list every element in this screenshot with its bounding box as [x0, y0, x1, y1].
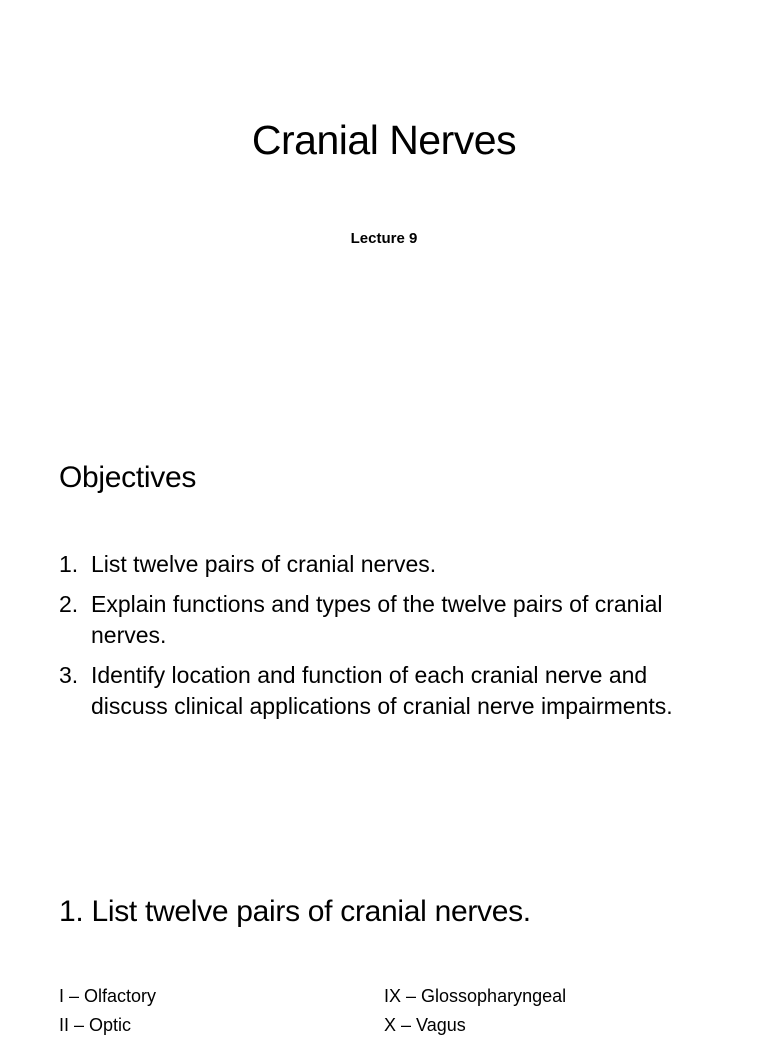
- objectives-list: [59, 549, 709, 731]
- nerve-list-right: [384, 982, 566, 1040]
- slide-title-heading: Cranial Nerves: [251, 117, 517, 163]
- nerve-list-heading: 1. List twelve pairs of cranial nerves.: [59, 895, 531, 928]
- slide-subtitle: Lecture 9: [350, 230, 418, 247]
- nerve-item: IX – Glossopharyngeal: [384, 986, 567, 1006]
- objective-item: [59, 589, 709, 651]
- nerve-item: II – Optic: [59, 1015, 132, 1035]
- nerve-item: I – Olfactory: [59, 986, 157, 1006]
- objective-text: Identify location and function of each cranial nerve and discuss clinical applications of cranial nerve impairments.: [91, 662, 673, 719]
- nerve-item: X – Vagus: [384, 1015, 466, 1035]
- objectives-heading: Objectives: [59, 461, 197, 494]
- objective-item: [59, 660, 709, 722]
- objective-number: 1.: [59, 551, 79, 577]
- slide-title: [0, 0, 768, 384]
- slide-nerve-list: [0, 816, 768, 1035]
- objective-text: List twelve pairs of cranial nerves.: [91, 551, 437, 577]
- objective-number: 2.: [59, 591, 79, 617]
- nerve-list-left: [59, 982, 156, 1040]
- objective-item: [59, 549, 709, 580]
- slide-objectives: [0, 384, 768, 816]
- objective-text: Explain functions and types of the twelve pairs of cranial nerves.: [91, 591, 663, 648]
- objective-number: 3.: [59, 662, 79, 688]
